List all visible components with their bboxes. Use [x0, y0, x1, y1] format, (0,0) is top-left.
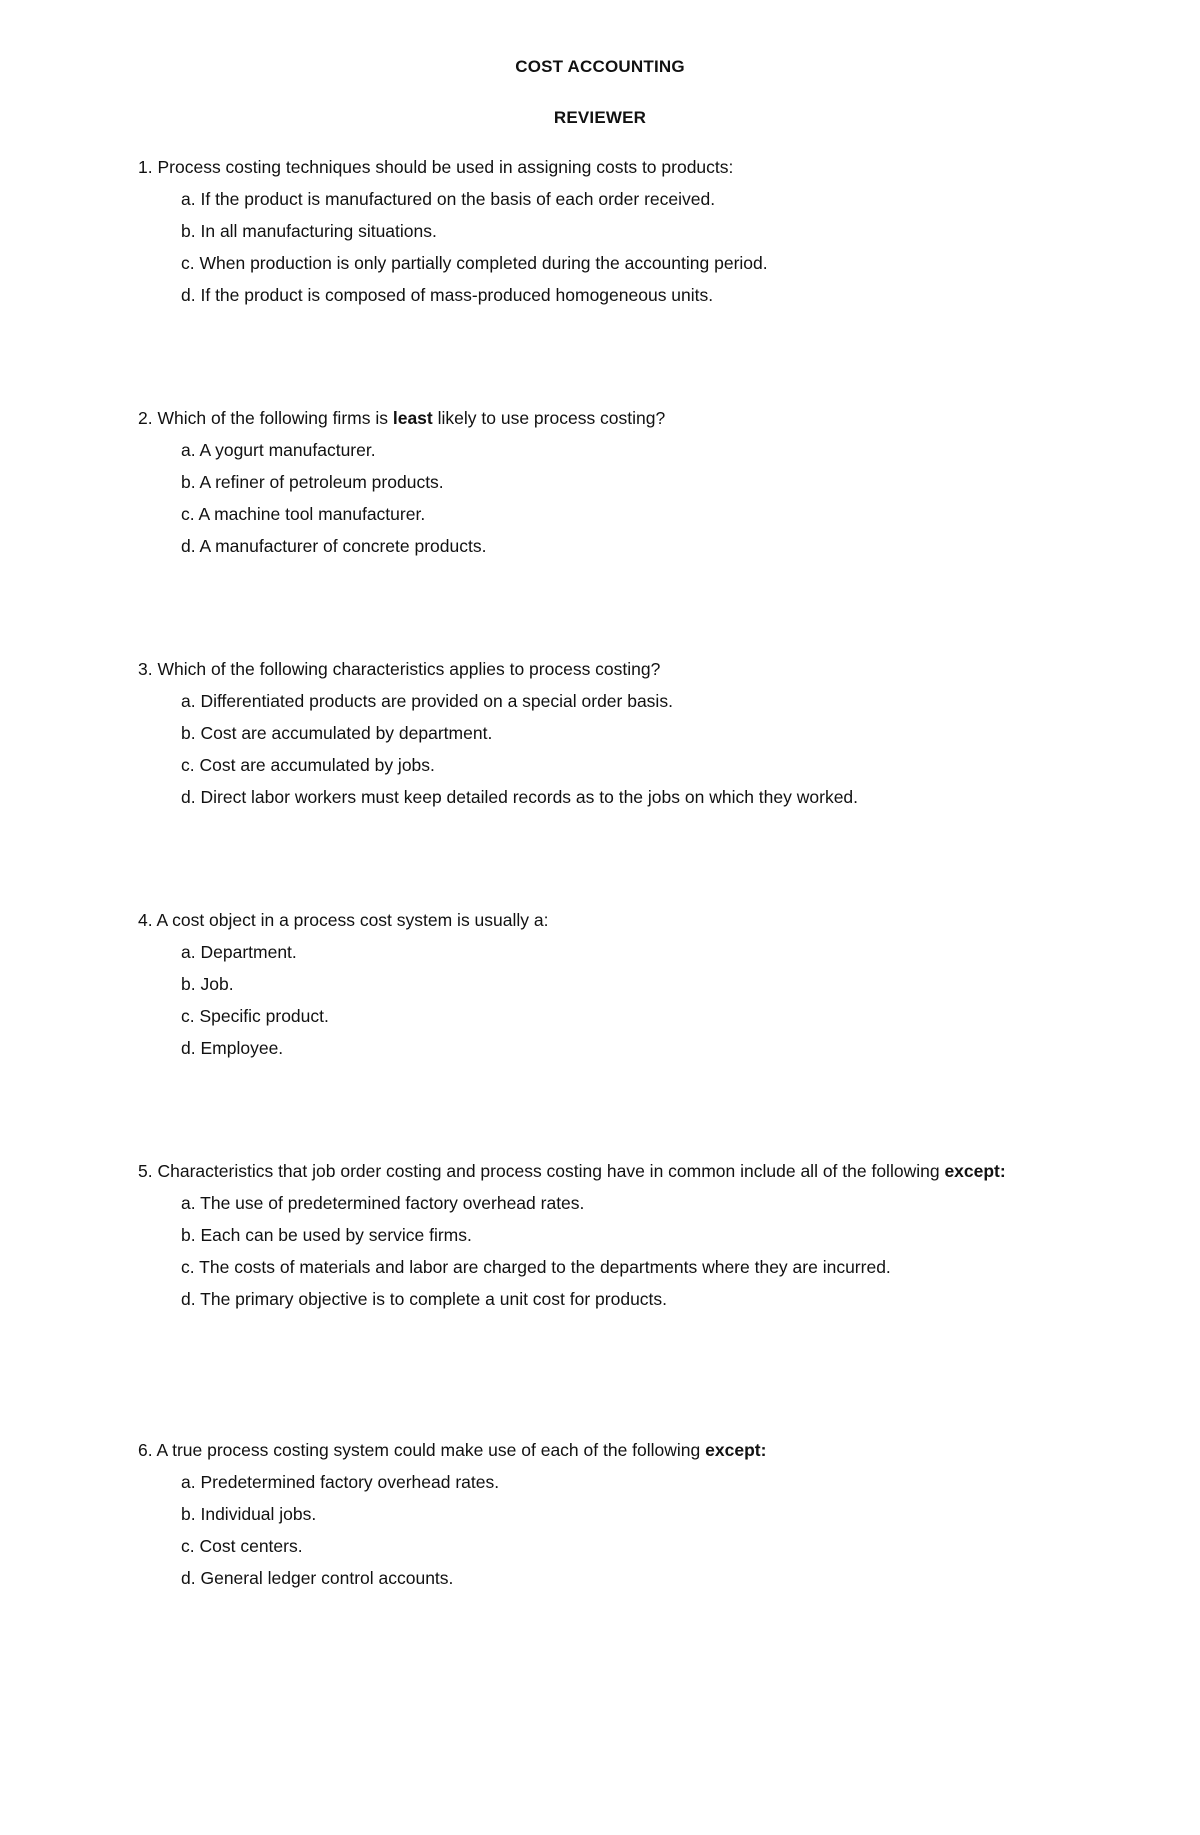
option-text: Job. [200, 974, 234, 994]
answer-options [138, 434, 1068, 562]
option-letter: d. [181, 1289, 196, 1309]
question-text-start: A true process costing system could make use of each of the following [156, 1440, 701, 1460]
answer-option [181, 1283, 1068, 1315]
answer-option [181, 1187, 1068, 1219]
answer-option [181, 183, 1068, 215]
question-number: 3. [138, 659, 153, 679]
option-letter: c. [181, 253, 195, 273]
answer-option [181, 434, 1068, 466]
option-letter: a. [181, 1472, 196, 1492]
option-text: General ledger control accounts. [200, 1568, 454, 1588]
option-letter: d. [181, 1038, 196, 1058]
answer-option [181, 215, 1068, 247]
answer-option [181, 1498, 1068, 1530]
option-text: A yogurt manufacturer. [199, 440, 376, 460]
question-text-end: likely to use process costing? [437, 408, 666, 428]
answer-option [181, 749, 1068, 781]
option-text: Predetermined factory overhead rates. [200, 1472, 500, 1492]
option-letter: b. [181, 723, 196, 743]
option-text: A refiner of petroleum products. [199, 472, 444, 492]
option-text: Department. [200, 942, 297, 962]
answer-options [138, 685, 1068, 813]
question-stem [138, 1158, 1068, 1184]
answer-options [138, 1466, 1068, 1594]
option-letter: c. [181, 1536, 195, 1556]
document-title: COST ACCOUNTING [515, 57, 685, 76]
question-keyword: least [392, 408, 433, 428]
option-text: Employee. [200, 1038, 284, 1058]
option-text: If the product is composed of mass-produced homogeneous units. [200, 285, 714, 305]
option-text: The use of predetermined factory overhead rates. [200, 1193, 585, 1213]
question-text-start: Which of the following firms is [157, 408, 388, 428]
option-text: Cost are accumulated by department. [200, 723, 493, 743]
answer-option [181, 1000, 1068, 1032]
answer-option [181, 968, 1068, 1000]
answer-option [181, 279, 1068, 311]
option-text: Direct labor workers must keep detailed records as to the jobs on which they worked. [200, 787, 859, 807]
question-text: A cost object in a process cost system is usually a: [156, 910, 549, 930]
option-letter: a. [181, 942, 196, 962]
option-text: The primary objective is to complete a unit cost for products. [200, 1289, 668, 1309]
option-letter: d. [181, 285, 196, 305]
option-text: A manufacturer of concrete products. [199, 536, 487, 556]
option-text: The costs of materials and labor are charged to the departments where they are incurred. [199, 1257, 891, 1277]
question-keyword: except: [944, 1161, 1006, 1181]
option-text: When production is only partially completed during the accounting period. [199, 253, 768, 273]
option-letter: c. [181, 1257, 195, 1277]
answer-option [181, 936, 1068, 968]
answer-options [138, 183, 1068, 311]
answer-option [181, 1466, 1068, 1498]
option-letter: c. [181, 1006, 195, 1026]
option-text: Each can be used by service firms. [200, 1225, 472, 1245]
question-text: Which of the following characteristics applies to process costing? [157, 659, 661, 679]
answer-option [181, 498, 1068, 530]
question-2 [138, 405, 1068, 562]
answer-option [181, 1530, 1068, 1562]
option-letter: a. [181, 1193, 196, 1213]
option-letter: b. [181, 472, 196, 492]
question-stem [138, 154, 1068, 180]
option-text: Cost are accumulated by jobs. [199, 755, 435, 775]
question-5 [138, 1158, 1068, 1315]
question-stem [138, 405, 1068, 431]
question-text-start: Characteristics that job order costing and process costing have in common include all of the following [157, 1161, 940, 1181]
option-letter: c. [181, 755, 195, 775]
answer-options [138, 936, 1068, 1064]
option-letter: d. [181, 536, 196, 556]
option-letter: a. [181, 189, 196, 209]
question-stem [138, 907, 1068, 933]
option-text: A machine tool manufacturer. [198, 504, 426, 524]
question-number: 6. [138, 1440, 153, 1460]
option-letter: d. [181, 787, 196, 807]
answer-option [181, 530, 1068, 562]
document-subtitle: REVIEWER [553, 108, 647, 127]
question-stem [138, 656, 1068, 682]
option-letter: a. [181, 440, 196, 460]
question-number: 2. [138, 408, 153, 428]
answer-option [181, 717, 1068, 749]
answer-option [181, 1251, 1068, 1283]
option-letter: a. [181, 691, 196, 711]
option-letter: c. [181, 504, 195, 524]
question-number: 1. [138, 157, 153, 177]
answer-option [181, 685, 1068, 717]
answer-option [181, 1219, 1068, 1251]
answer-option [181, 1032, 1068, 1064]
option-text: In all manufacturing situations. [200, 221, 437, 241]
answer-options [138, 1187, 1068, 1315]
question-number: 5. [138, 1161, 153, 1181]
option-text: Cost centers. [199, 1536, 303, 1556]
question-3 [138, 656, 1068, 813]
option-text: Specific product. [199, 1006, 329, 1026]
option-letter: b. [181, 1504, 196, 1524]
question-1 [138, 154, 1068, 311]
question-6 [138, 1437, 1068, 1594]
option-text: Differentiated products are provided on a special order basis. [200, 691, 673, 711]
answer-option [181, 247, 1068, 279]
option-letter: b. [181, 1225, 196, 1245]
answer-option [181, 1562, 1068, 1594]
option-letter: d. [181, 1568, 196, 1588]
question-stem [138, 1437, 1068, 1463]
question-number: 4. [138, 910, 153, 930]
answer-option [181, 466, 1068, 498]
question-4 [138, 907, 1068, 1064]
option-letter: b. [181, 974, 196, 994]
question-text: Process costing techniques should be used in assigning costs to products: [157, 157, 734, 177]
question-keyword: except: [705, 1440, 767, 1460]
answer-option [181, 781, 1068, 813]
option-text: Individual jobs. [200, 1504, 317, 1524]
option-letter: b. [181, 221, 196, 241]
option-text: If the product is manufactured on the basis of each order received. [200, 189, 716, 209]
